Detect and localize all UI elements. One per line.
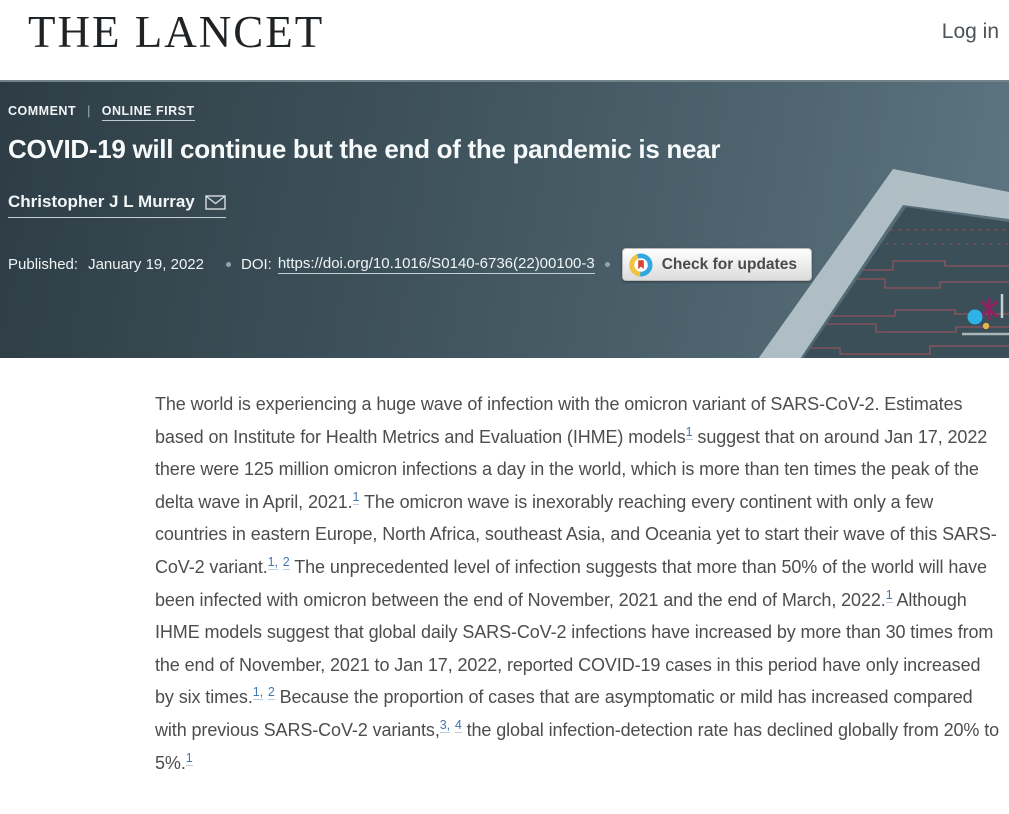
login-link[interactable]: Log in	[941, 20, 999, 43]
breadcrumb-separator: |	[87, 104, 91, 118]
article-paragraph: The world is experiencing a huge wave of infection with the omicron variant of SARS-CoV-2. Estimates based on Institute for Health Metrics and Evaluation (IHME) models$^1$ suggest that on around Jan 17, 2022 there were 125 million omicron infections a day in the world, which is more than ten times the peak of the delta wave in April, 2021.$^1$ The omicron wave is inexorably reaching every continent with only a few countries in eastern Europe, North Africa, southeast Asia, and Oceania yet to start their wave of this SARS-CoV-2 variant.$^{1,}$ $^2$ The unprecedented level of infection suggests that more than 50% of the world will have been infected with omicron between the end of November, 2021 and the end of March, 2022.$^1$ Although IHME models suggest that global daily SARS-CoV-2 infections have increased by more than 30 times from the end of November, 2021 to Jan 17, 2022, reported COVID-19 cases in this period have only increased by six times.$^{1,}$ $^2$ Because the proportion of cases that are asymptomatic or mild has increased compared with previous SARS-CoV-2 variants,$^{3,}$ $^4$ the global infection-detection rate has declined globally from 20% to 5%.$^1$	[155, 394, 1000, 773]
article-body	[0, 358, 1009, 779]
crossmark-badge-icon	[629, 253, 653, 277]
doi-link[interactable]: https://doi.org/10.1016/S0140-6736(22)00100-3	[277, 255, 595, 272]
doi-label: DOI:	[240, 256, 272, 273]
separator-dot	[605, 262, 610, 267]
reference-link[interactable]: 4	[454, 717, 462, 732]
article-banner	[0, 82, 1009, 358]
section-label: COMMENT	[8, 104, 77, 118]
reference-link[interactable]: 1	[885, 587, 893, 602]
reference-link[interactable]: 2	[282, 554, 290, 569]
banner-decoration-graphic	[0, 82, 1009, 358]
reference-link[interactable]: 2	[267, 685, 275, 700]
online-first-link[interactable]: ONLINE FIRST	[102, 104, 195, 121]
decor-dot-yellow	[983, 323, 989, 329]
site-header	[0, 0, 1009, 82]
reference-link[interactable]: 1,	[267, 554, 278, 569]
breadcrumb	[8, 104, 195, 118]
article-title: COVID-19 will continue but the end of the pandemic is near	[8, 134, 721, 164]
published-label: Published:	[8, 256, 79, 273]
check-for-updates-button[interactable]	[622, 248, 812, 281]
reference-link[interactable]: 3,	[439, 717, 450, 732]
reference-link[interactable]: 1	[685, 424, 693, 439]
publication-info-row	[8, 248, 812, 281]
check-for-updates-label: Check for updates	[661, 255, 797, 273]
published-date: January 19, 2022	[88, 256, 204, 273]
reference-link[interactable]: 1,	[252, 685, 263, 700]
lancet-logo[interactable]: THE LANCET	[28, 7, 325, 57]
reference-link[interactable]: 1	[185, 750, 193, 765]
separator-dot	[226, 262, 231, 267]
reference-link[interactable]: 1	[352, 489, 360, 504]
author-link[interactable]: Christopher J L Murray	[8, 192, 195, 211]
decor-dot-cyan	[968, 310, 983, 325]
author-row[interactable]	[8, 192, 226, 218]
email-icon[interactable]	[205, 195, 226, 210]
